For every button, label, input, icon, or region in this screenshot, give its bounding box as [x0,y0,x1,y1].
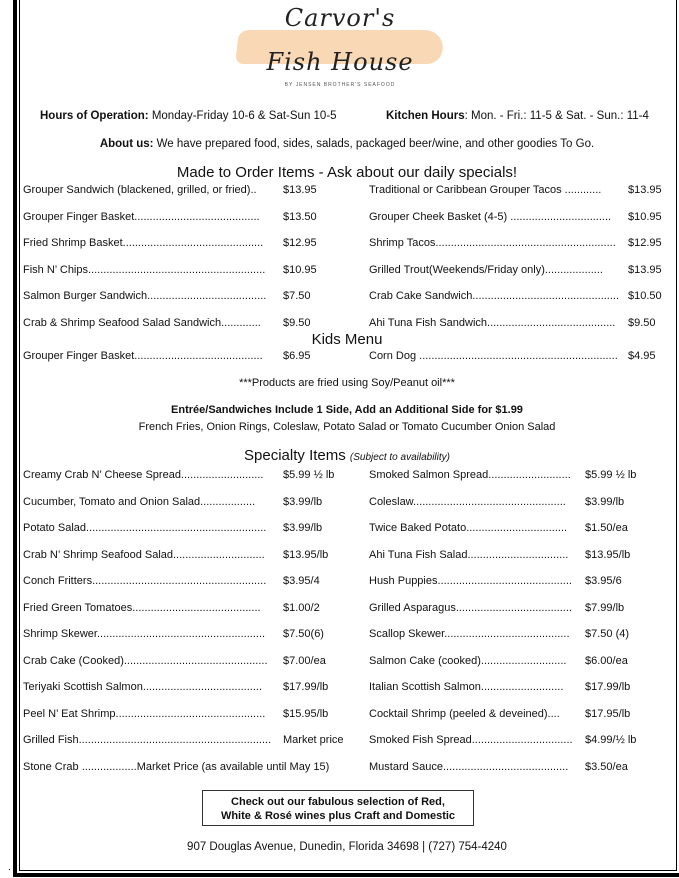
item-name: Peel N’ Eat Shrimp................................................. [23,707,266,720]
wine-promo-line1: Check out our fabulous selection of Red, [231,796,445,808]
menu-item-left [23,290,311,302]
item-name: Mustard Sauce......................................... [369,760,569,773]
menu-item-right [369,184,662,196]
specialty-item-left [23,681,329,693]
page-border-bottom-thick [13,873,679,877]
item-price: $12.95 [628,237,662,249]
specialty-item-left [23,734,344,746]
specialty-item-left [23,628,324,640]
item-price: $13.95 [628,184,662,196]
menu-item-right [369,210,662,223]
item-price: $3.50/ea [585,760,628,773]
specialty-title [0,447,679,464]
item-name: Corn Dog ................................................................. [369,350,618,362]
menu-item-right [369,263,662,276]
specialty-item-right [369,707,631,720]
made-to-order-title: Made to Order Items - Ask about our daily specials! [176,164,518,181]
kitchen-hours [386,110,649,122]
item-name: Fish N’ Chips.......................................................... [23,263,266,276]
item-name: Fried Shrimp Basket.............................................. [23,237,264,249]
specialty-item-left [23,495,323,508]
menu-item-left [23,184,317,196]
kids-item-right [369,350,656,362]
item-price: $7.99/lb [585,601,625,614]
item-name: Salmon Cake (cooked)............................ [369,654,567,667]
item-name: Traditional or Caribbean Grouper Tacos ............ [369,184,602,196]
item-name: Twice Baked Potato................................. [369,522,568,534]
item-price: $3.99/lb [283,522,323,534]
item-name: Stone Crab ..................Market Price (as available until May 15) [23,760,330,773]
specialty-item-right [369,522,628,534]
item-name: Cucumber, Tomato and Onion Salad.................. [23,495,256,508]
menu-item-left [23,210,317,223]
item-price: $12.95 [283,237,317,249]
address-phone: 907 Douglas Avenue, Dunedin, Florida 34698 | (727) 754-4240 [187,841,507,853]
item-price: $17.95/lb [585,707,631,720]
item-name: Grouper Sandwich (blackened, grilled, or fried).. [23,184,257,196]
item-name: Crab N’ Shrimp Seafood Salad.............................. [23,548,265,561]
stray-dot [9,869,10,870]
kids-menu-title: Kids Menu [311,331,383,348]
specialty-item-right [369,601,625,614]
sides-heading: Entrée/Sandwiches Include 1 Side, Add an Additional Side for $1.99 [171,404,523,416]
item-price: $10.95 [283,263,317,276]
item-name: Ahi Tuna Fish Sandwich.......................................... [369,316,616,329]
item-name: Shrimp Skewer....................................................... [23,628,266,640]
page-border-left-thick [13,0,17,877]
kids-item-left [23,350,311,362]
hours-of-operation [40,110,337,122]
fried-oil-note: ***Products are fried using Soy/Peanut oil*** [239,377,455,389]
specialty-item-right [369,760,628,773]
kitchen-value: : Mon. - Fri.: 11-5 & Sat. - Sun.: 11-4 [464,110,649,122]
item-name: Grouper Finger Basket......................................... [23,210,260,223]
about-value: We have prepared food, sides, salads, packaged beer/wine, and other goodies To Go. [153,138,595,150]
item-name: Italian Scottish Salmon........................... [369,681,564,693]
logo-line2: Fish House [266,48,414,76]
specialty-item-right [369,654,628,667]
item-price: $9.50 [283,316,311,329]
hours-value: Monday-Friday 10-6 & Sat-Sun 10-5 [148,110,337,122]
specialty-item-left [23,469,335,481]
item-price: $3.99/lb [283,495,323,508]
item-name: Creamy Crab N’ Cheese Spread........................... [23,469,264,481]
item-name: Crab Cake (Cooked)............................................... [23,654,268,667]
kitchen-label: Kitchen Hours [386,110,465,122]
item-price: $3.95/4 [283,575,320,587]
item-name: Hush Puppies............................................ [369,575,572,587]
item-price: $5.99 ½ lb [283,469,335,481]
specialty-item-right [369,628,630,640]
specialty-item-right [369,469,637,481]
item-name: Potato Salad........................................................... [23,522,267,534]
item-name: Fried Green Tomatoes.......................................... [23,601,261,614]
item-name: Grouper Cheek Basket (4-5) ................................. [369,210,612,223]
item-name: Smoked Salmon Spread........................... [369,469,571,481]
item-name: Salmon Burger Sandwich....................................... [23,290,267,302]
item-name: Grouper Finger Basket.......................................... [23,350,263,362]
menu-item-left [23,316,311,329]
specialty-item-left [23,761,329,773]
item-price: $1.50/ea [585,522,628,534]
hours-label: Hours of Operation: [40,110,149,122]
about-us [0,138,679,150]
item-price: $17.99/lb [283,681,329,693]
sides-list: French Fries, Onion Rings, Coleslaw, Potato Salad or Tomato Cucumber Onion Salad [138,421,556,433]
logo-line1: Carvor's [284,4,396,32]
item-price: $10.50 [628,290,662,302]
item-price: $10.95 [628,210,662,223]
specialty-item-right [369,495,625,508]
item-price: $9.50 [628,316,656,329]
item-price: $5.99 ½ lb [585,469,637,481]
logo-tagline: BY JENSEN BROTHER'S SEAFOOD [284,82,396,88]
specialty-item-left [23,522,323,534]
wine-promo-box [202,790,474,826]
page-border-left-thin [19,0,20,871]
menu-item-left [23,237,317,249]
page-border-bottom-thin [19,870,677,871]
menu-item-right [369,290,662,302]
item-price: $1.00/2 [283,601,320,614]
item-price: $7.50 (4) [585,628,630,640]
specialty-item-left [23,707,329,720]
item-price: $7.50(6) [283,628,324,640]
menu-item-left [23,263,317,276]
menu-item-right [369,237,662,249]
page-border-right [676,0,677,871]
specialty-subtitle: (Subject to availability) [349,452,450,463]
item-name: Ahi Tuna Fish Salad................................. [369,548,569,561]
item-name: Shrimp Tacos........................................................... [369,237,616,249]
about-label: About us: [99,138,154,150]
item-name: Crab & Shrimp Seafood Salad Sandwich............. [23,316,261,329]
item-name: Grilled Trout(Weekends/Friday only)................... [369,263,603,276]
logo [237,2,443,94]
item-price: $3.95/6 [585,575,622,587]
wine-promo-line2: White & Rosé wines plus Craft and Domestic [220,810,456,822]
item-price: $13.95 [628,263,662,276]
item-price: $13.95/lb [283,548,329,561]
specialty-item-left [23,548,329,561]
item-price: $13.50 [283,210,317,223]
item-name: Grilled Fish............................................................... [23,734,272,746]
item-name: Crab Cake Sandwich................................................ [369,290,620,302]
item-name: Coleslaw.................................................. [369,495,566,508]
item-price: $13.95 [283,184,317,196]
item-price: $3.99/lb [585,495,625,508]
item-price: $17.99/lb [585,681,631,693]
item-name: Scallop Skewer......................................... [369,628,570,640]
specialty-title-text: Specialty Items [244,447,346,464]
item-price: $6.95 [283,350,311,362]
specialty-item-left [23,601,320,614]
specialty-item-right [369,734,637,746]
item-price: $6.00/ea [585,654,628,667]
specialty-item-right [369,575,622,587]
item-price: $13.95/lb [585,548,631,561]
menu-item-right [369,316,656,329]
item-name: Smoked Fish Spread................................. [369,734,573,746]
specialty-item-left [23,654,326,667]
item-price: $4.99/½ lb [585,734,637,746]
specialty-item-right [369,681,631,693]
item-name: Grilled Asparagus...................................... [369,601,572,614]
item-price: $15.95/lb [283,707,329,720]
specialty-item-right [369,548,631,561]
item-price: Market price [283,734,344,746]
item-price: $4.95 [628,350,656,362]
item-name: Conch Fritters......................................................... [23,575,267,587]
item-name: Teriyaki Scottish Salmon....................................... [23,681,263,693]
item-name: Cocktail Shrimp (peeled & deveined).... [369,707,560,720]
item-price: $7.00/ea [283,654,326,667]
specialty-item-left [23,575,320,587]
item-price: $7.50 [283,290,311,302]
